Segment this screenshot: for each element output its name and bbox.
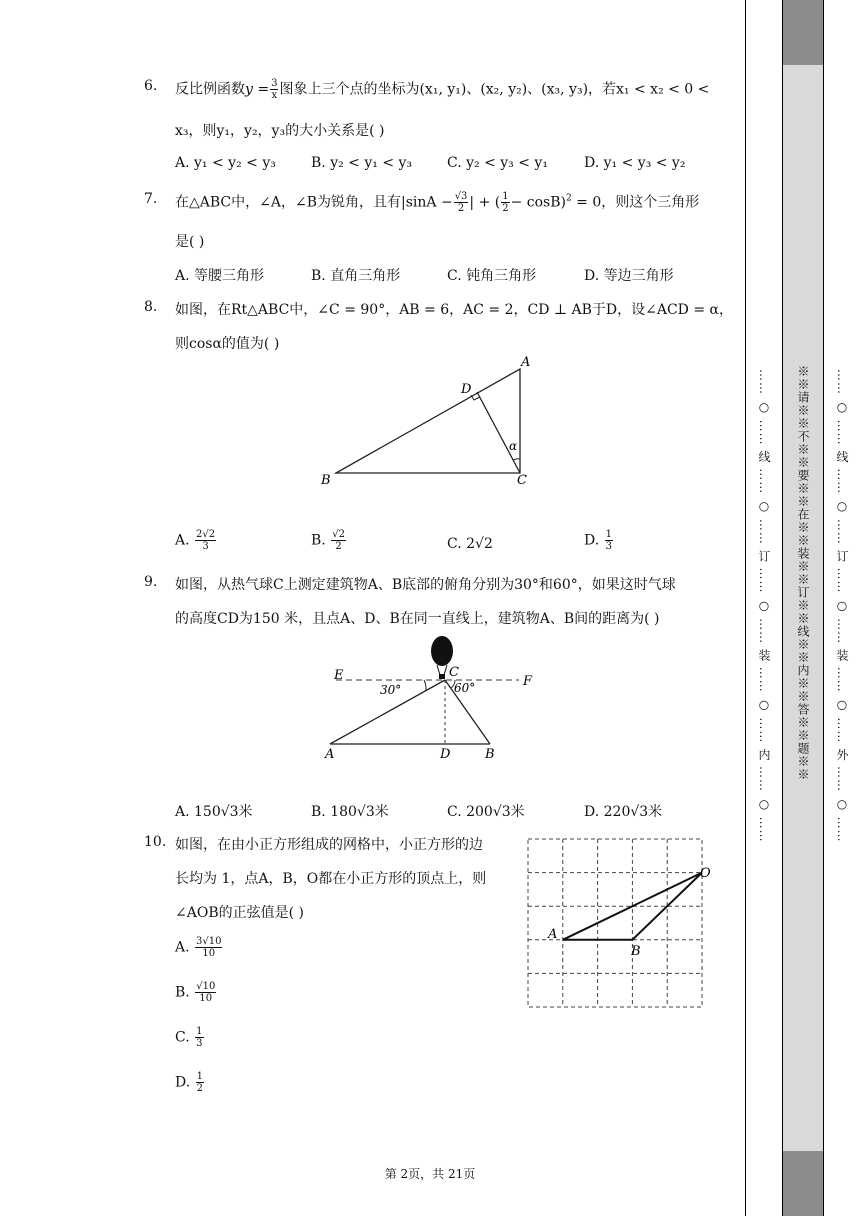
binding-line-text: …… ○ …… 线 …… ○ …… 订 …… ○ …… 装 …… ○ …… 内 …… ○ …… <box>757 369 771 843</box>
segment-cd <box>477 392 520 473</box>
option-a[interactable]: A. y₁ < y₂ < y₃ <box>175 155 276 171</box>
binding-strip-notice <box>782 0 824 1216</box>
label-c: C <box>517 473 527 488</box>
dashed-grid <box>528 839 702 1007</box>
label-a: A <box>325 747 335 762</box>
question-text-line2: x₃，则y₁，y₂，y₃的大小关系是( ) <box>175 123 385 139</box>
question-text: 反比例函数y = $\frac{3}{x}$ 图象上三个点的坐标为(x₁, y₁)、(x₂, y₂)、(x₃, y₃)，若x₁ < x₂ < 0 < <box>175 78 710 101</box>
question-text: 如图，在Rt△ABC中，∠C = 90°，AB = 6，AC = 2，CD ⊥ AB于D，设∠ACD = α， <box>175 302 733 318</box>
binding-line-text-outer: …… ○ …… 线 …… ○ …… 订 …… ○ …… 装 …… ○ …… 外 …… ○ …… <box>835 369 849 843</box>
question-10 <box>144 834 724 1104</box>
label-f: F <box>523 674 533 689</box>
binding-strip-outer <box>823 0 860 1216</box>
question-text-line3: ∠AOB的正弦值是( ) <box>175 905 304 921</box>
label-o: O <box>700 866 711 881</box>
option-a[interactable]: A. 等腰三角形 <box>175 268 265 284</box>
option-b[interactable]: B. 直角三角形 <box>311 268 401 284</box>
option-b[interactable]: B. y₂ < y₁ < y₃ <box>311 155 413 171</box>
alpha-arc <box>513 459 520 460</box>
label-60: 60° <box>454 681 476 695</box>
label-d: D <box>461 382 472 397</box>
question-text-line2: 的高度CD为150 米，且点A、D、B在同一直线上，建筑物A、B间的距离为( ) <box>175 611 660 627</box>
option-b[interactable]: B. 180√3米 <box>311 804 389 820</box>
question-text-line2: 则cosα的值为( ) <box>175 336 280 352</box>
label-a: A <box>521 355 531 370</box>
question-text: 如图，在由小正方形组成的网格中，小正方形的边 <box>175 837 483 853</box>
option-d[interactable]: D. $\frac{1}{3}$ <box>584 529 613 552</box>
label-a: A <box>548 927 558 942</box>
option-a[interactable]: A. $\frac{3√10}{10}$ <box>175 936 222 959</box>
question-text: 如图，从热气球C上测定建筑物A、B底部的俯角分别为30°和60°，如果这时气球 <box>175 577 676 593</box>
question-text-line2: 长均为 1，点A，B，O都在小正方形的顶点上，则 <box>175 871 487 887</box>
label-b: B <box>321 473 331 488</box>
label-d: D <box>440 747 451 762</box>
notice-bottom-block <box>783 1151 823 1216</box>
option-a[interactable]: A. $\frac{2√2}{3}$ <box>175 529 216 552</box>
option-c[interactable]: C. 2√2 <box>447 536 493 552</box>
angle-arc-30 <box>424 680 426 690</box>
option-a[interactable]: A. 150√3米 <box>175 804 253 820</box>
option-b[interactable]: B. $\frac{√2}{2}$ <box>311 529 345 552</box>
fraction: $\frac{√3}{2}$ <box>454 191 468 214</box>
option-b[interactable]: B. $\frac{√10}{10}$ <box>175 981 216 1004</box>
question-number: 10. <box>144 834 167 850</box>
fraction: $\frac{1}{2}$ <box>502 191 509 214</box>
label-e: E <box>334 668 344 683</box>
question-7 <box>144 191 724 286</box>
balloon-figure <box>324 632 544 764</box>
option-c[interactable]: C. 钝角三角形 <box>447 268 537 284</box>
option-c[interactable]: C. $\frac{1}{3}$ <box>175 1026 203 1049</box>
option-d[interactable]: D. y₁ < y₃ < y₂ <box>584 155 686 171</box>
option-c[interactable]: C. 200√3米 <box>447 804 525 820</box>
triangle-figure <box>320 353 540 488</box>
option-c[interactable]: C. y₂ < y₃ < y₁ <box>447 155 548 171</box>
label-b: B <box>631 944 641 959</box>
notice-top-block <box>783 0 823 65</box>
question-9 <box>144 574 724 824</box>
fraction: $\frac{3}{x}$ <box>271 78 278 101</box>
option-d[interactable]: D. 220√3米 <box>584 804 663 820</box>
notice-text: ※※请※※不※※要※※在※※装※※订※※线※※内※※答※※题※※ <box>796 365 810 781</box>
question-number: 6. <box>144 78 158 94</box>
label-30: 30° <box>380 683 402 697</box>
question-6 <box>144 78 724 178</box>
question-text: 在△ABC中，∠A，∠B为锐角，且有|sinA − $\frac{√3}{2}$ | + ( $\frac{1}{2}$ − cosB)$^2$ = 0，则这个三角形 <box>175 191 700 214</box>
option-d[interactable]: D. $\frac{1}{2}$ <box>175 1071 204 1094</box>
grid-figure <box>526 838 721 1013</box>
question-number: 8. <box>144 299 158 315</box>
page-footer: 第 2页，共 21页 <box>384 1167 476 1181</box>
binding-strip-inner <box>745 0 783 1216</box>
question-number: 7. <box>144 191 158 207</box>
option-d[interactable]: D. 等边三角形 <box>584 268 674 284</box>
question-number: 9. <box>144 574 158 590</box>
question-text-line2: 是( ) <box>175 234 205 250</box>
question-8 <box>144 299 733 564</box>
label-alpha: α <box>509 439 518 453</box>
label-b: B <box>485 747 495 762</box>
label-c: C <box>449 665 459 680</box>
